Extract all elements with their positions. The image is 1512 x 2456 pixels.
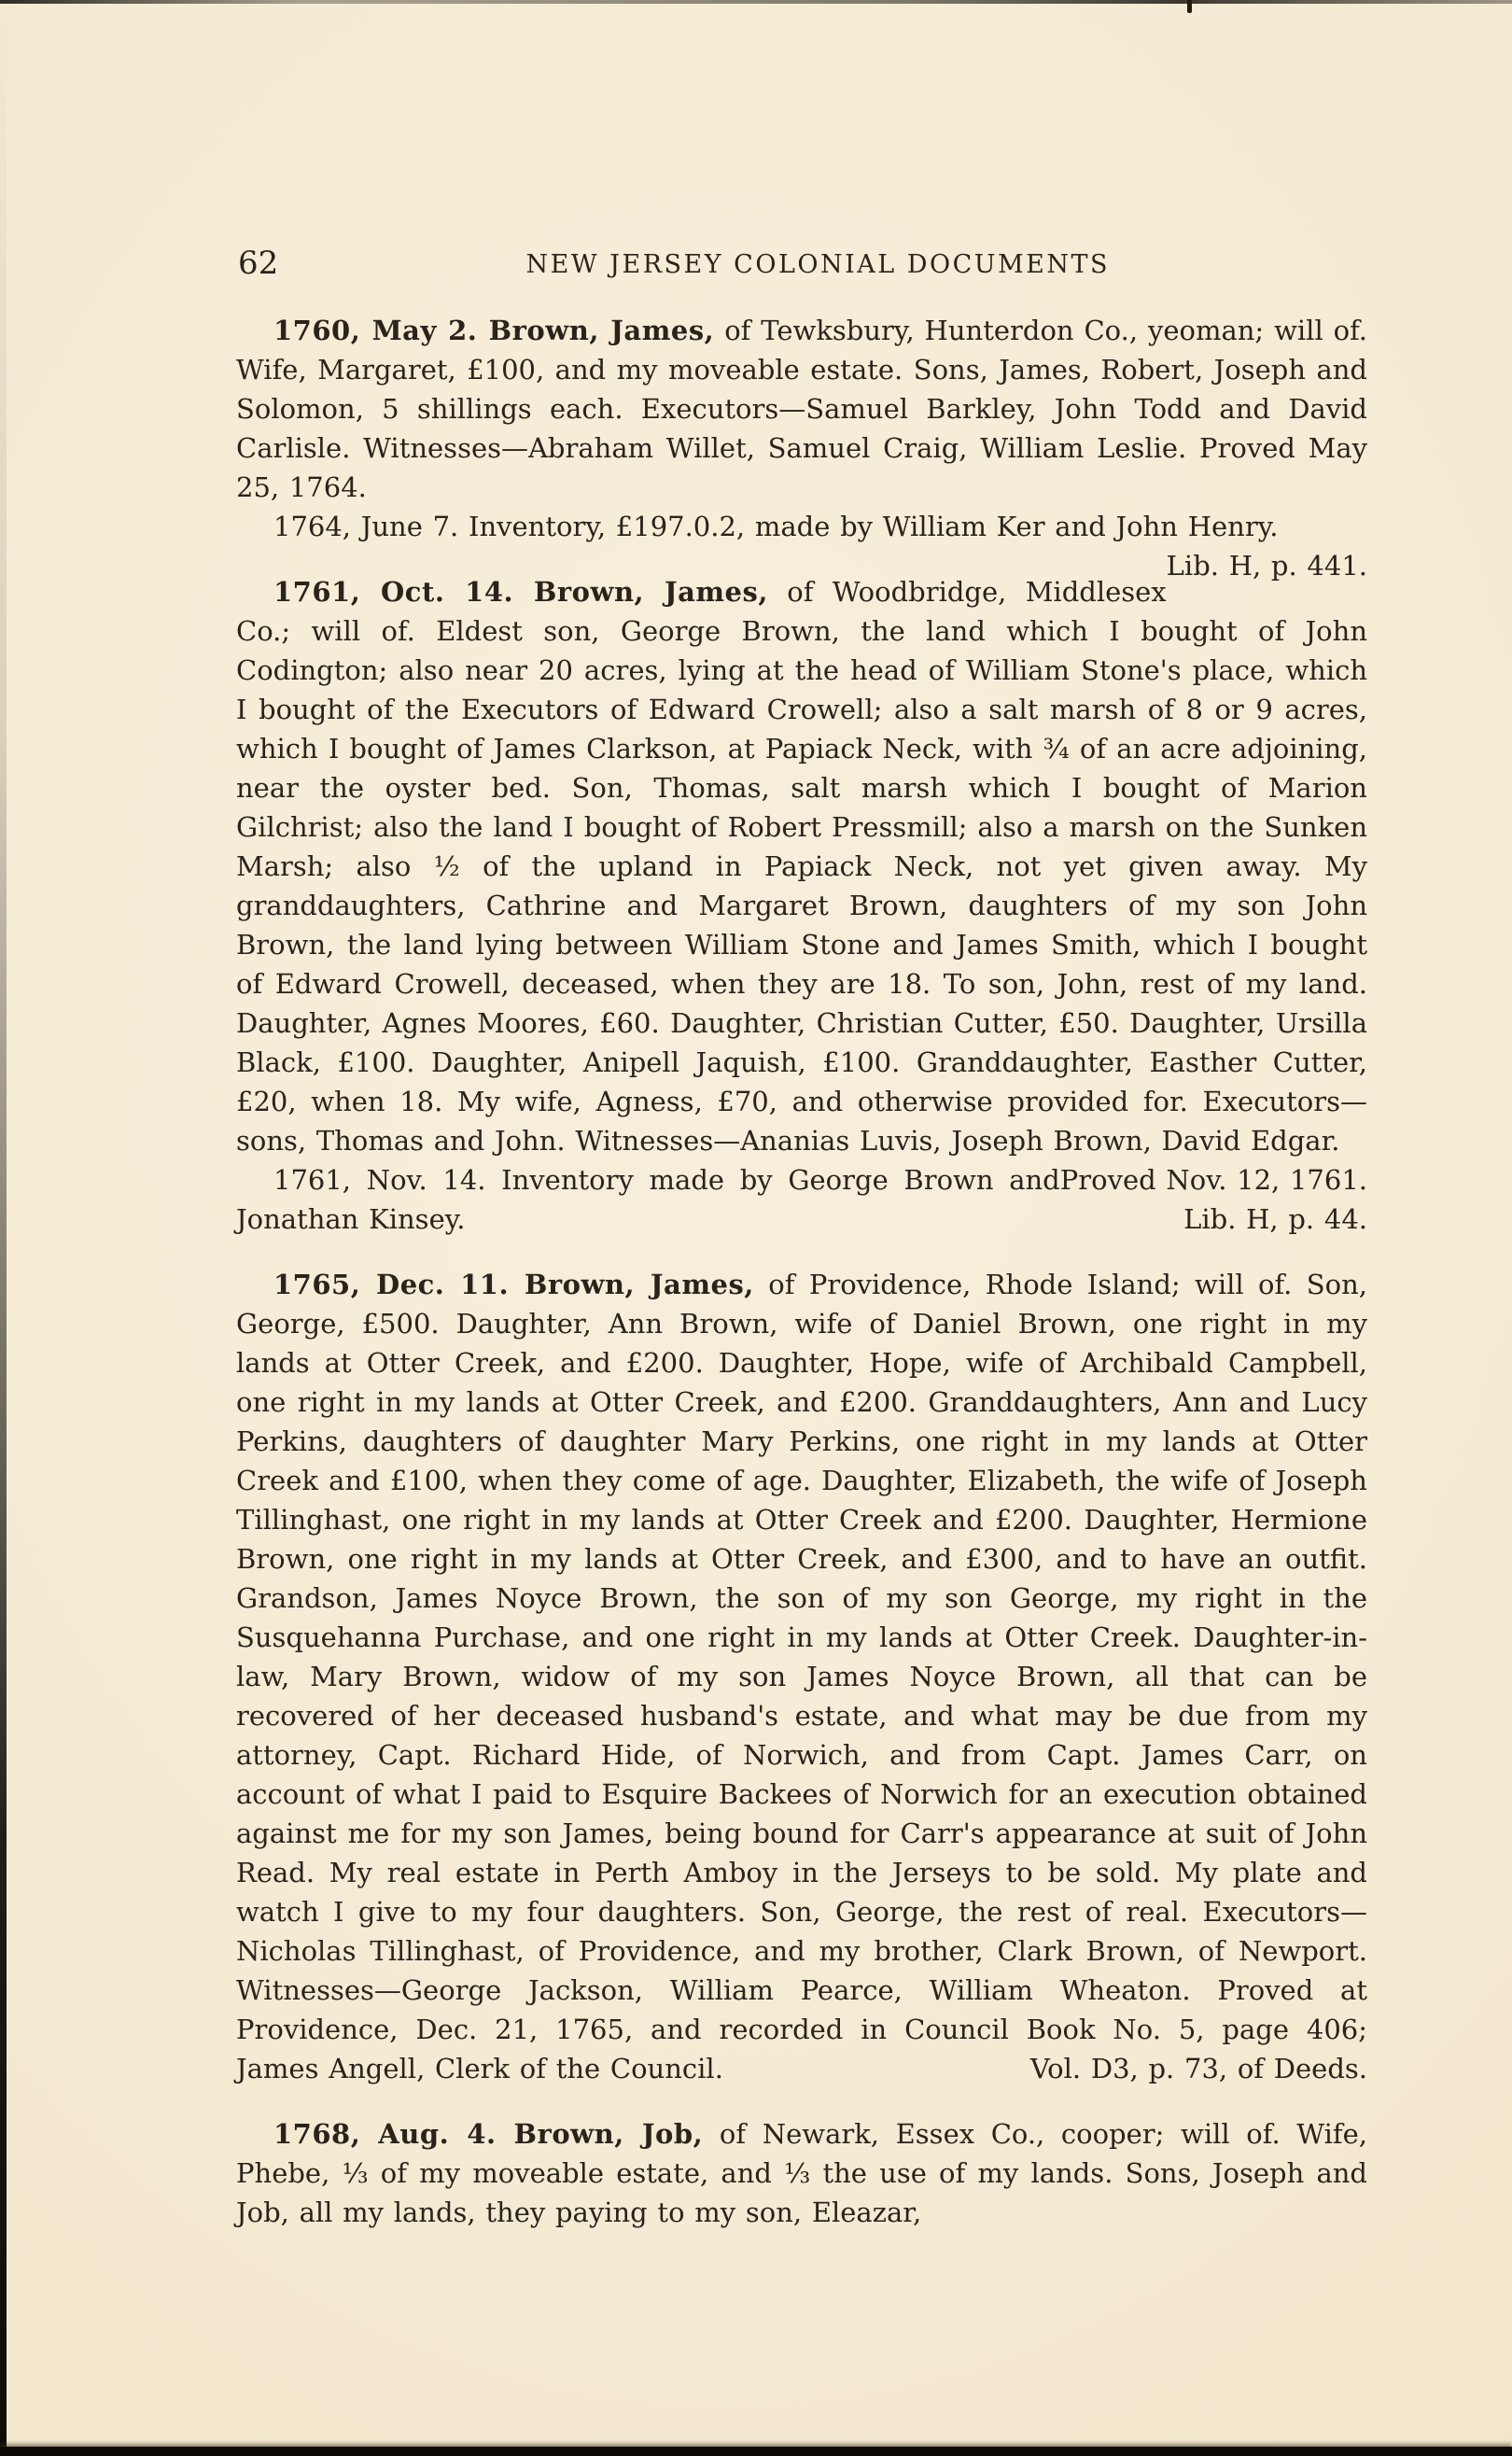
scan-left-edge — [0, 0, 7, 2456]
will-entry-brown-james-1760 — [236, 311, 1368, 582]
proved-citation: Proved Nov. 12, 1761. — [1059, 1164, 1367, 1196]
scan-bottom-edge — [0, 2447, 1512, 2456]
entry-paragraph — [236, 572, 1367, 1196]
entry-text: of Newark, Essex Co., cooper; will of. Wife, Phebe, ⅓ of my moveable estate, and ⅓ the use of my lands. Sons, Joseph and Job, all my lands, they paying to my son, Eleazar, — [236, 2118, 1367, 2228]
entry-text: of Tewksbury, Hunterdon Co., yeoman; will of. Wife, Margaret, £100, and my moveable estate. Sons, James, Robert, Joseph and Solomon, 5 shillings each. Executors—Samuel Barkley, John Todd and David Carlisle. Witnesses—Abraham Willet, Samuel Craig, William Leslie. Proved May 25, 1764. — [236, 315, 1368, 503]
volume-citation: Vol. D3, p. 73, of Deeds. — [1029, 2053, 1367, 2084]
entry-heading: 1765, Dec. 11. Brown, James, — [273, 1269, 754, 1300]
will-entry-brown-job-1768 — [236, 2114, 1367, 2232]
will-entry-brown-james-1765 — [236, 1265, 1367, 2088]
entry-paragraph — [236, 311, 1367, 507]
scan-top-edge — [0, 0, 1512, 4]
page-number: 62 — [238, 245, 279, 282]
entry-heading: 1760, May 2. Brown, James, — [273, 315, 715, 346]
entry-heading: 1761, Oct. 14. Brown, James, — [273, 576, 768, 608]
page-header — [236, 245, 1365, 286]
entry-paragraph — [236, 1265, 1367, 2088]
entry-text: 1761, Nov. 14. Inventory made by George Brown and Jonathan Kinsey. — [236, 1164, 1060, 1235]
liber-citation: Lib. H, p. 441. — [1166, 550, 1367, 582]
running-title: NEW JERSEY COLONIAL DOCUMENTS — [525, 250, 1111, 279]
scan-top-edge-mark — [1187, 0, 1192, 13]
will-entry-brown-james-1761 — [236, 572, 1367, 1239]
entry-heading: 1768, Aug. 4. Brown, Job, — [273, 2118, 704, 2150]
entry-text: of Woodbridge, Middlesex Co.; will of. Eldest son, George Brown, the land which I bought of John Codington; also near 20 acres, lying at the head of William Stone's place, which I bought of the Executors of Edward Crowell; also a salt marsh of 8 or 9 acres, which I bought of James Clarkson, at Papiack Neck, with ¾ of an acre adjoining, near the oyster bed. Son, Thomas, salt marsh which I bought of Marion Gilchrist; also the land I bought of Robert Pressmill; also a marsh on the Sunken Marsh; also ½ of the upland in Papiack Neck, not yet given away. My granddaughters, Cathrine and Margaret Brown, daughters of my son John Brown, the land lying between William Stone and James Smith, which I bought of Edward Crowell, deceased, when they are 18. To son, John, rest of my land. Daughter, Agnes Moores, £60. Daughter, Christian Cutter, £50. Daughter, Ursilla Black, £100. Daughter, Anipell Jaquish, £100. Granddaughter, Easther Cutter, £20, when 18. My wife, Agness, £70, and otherwise provided for. Executors—sons, Thomas and John. Witnesses—Ananias Luvis, Joseph Brown, David Edgar. — [236, 576, 1367, 1157]
entry-paragraph — [236, 2114, 1367, 2232]
liber-citation: Lib. H, p. 44. — [1183, 1203, 1367, 1235]
page-content — [236, 311, 1367, 2232]
entry-text: of Providence, Rhode Island; will of. Son, George, £500. Daughter, Ann Brown, wife of Daniel Brown, one right in my lands at Otter Creek, and £200. Daughter, Hope, wife of Archibald Campbell, one right in my lands at Otter Creek, and £200. Granddaughters, Ann and Lucy Perkins, daughters of daughter Mary Perkins, one right in my lands at Otter Creek and £100, when they come of age. Daughter, Elizabeth, the wife of Joseph Tillinghast, one right in my lands at Otter Creek and £200. Daughter, Hermione Brown, one right in my lands at Otter Creek, and £300, and to have an outfit. Grandson, James Noyce Brown, the son of my son George, my right in the Susquehanna Purchase, and one right in my lands at Otter Creek. Daughter-in-law, Mary Brown, widow of my son James Noyce Brown, all that can be recovered of her deceased husband's estate, and what may be due from my attorney, Capt. Richard Hide, of Norwich, and from Capt. James Carr, on account of what I paid to Esquire Backees of Norwich for an execution obtained against me for my son James, being bound for Carr's appearance at suit of John Read. My real estate in Perth Amboy in the Jerseys to be sold. My plate and watch I give to my four daughters. Son, George, the rest of real. Executors—Nicholas Tillinghast, of Providence, and my brother, Clark Brown, of Newport. Witnesses—George Jackson, William Pearce, William Wheaton. Proved at Providence, Dec. 21, 1765, and recorded in Council Book No. 5, page 406; James Angell, Clerk of the Council. — [236, 1269, 1367, 2084]
inventory-paragraph — [236, 507, 1367, 582]
entry-text: 1764, June 7. Inventory, £197.0.2, made by William Ker and John Henry. — [273, 511, 1279, 542]
